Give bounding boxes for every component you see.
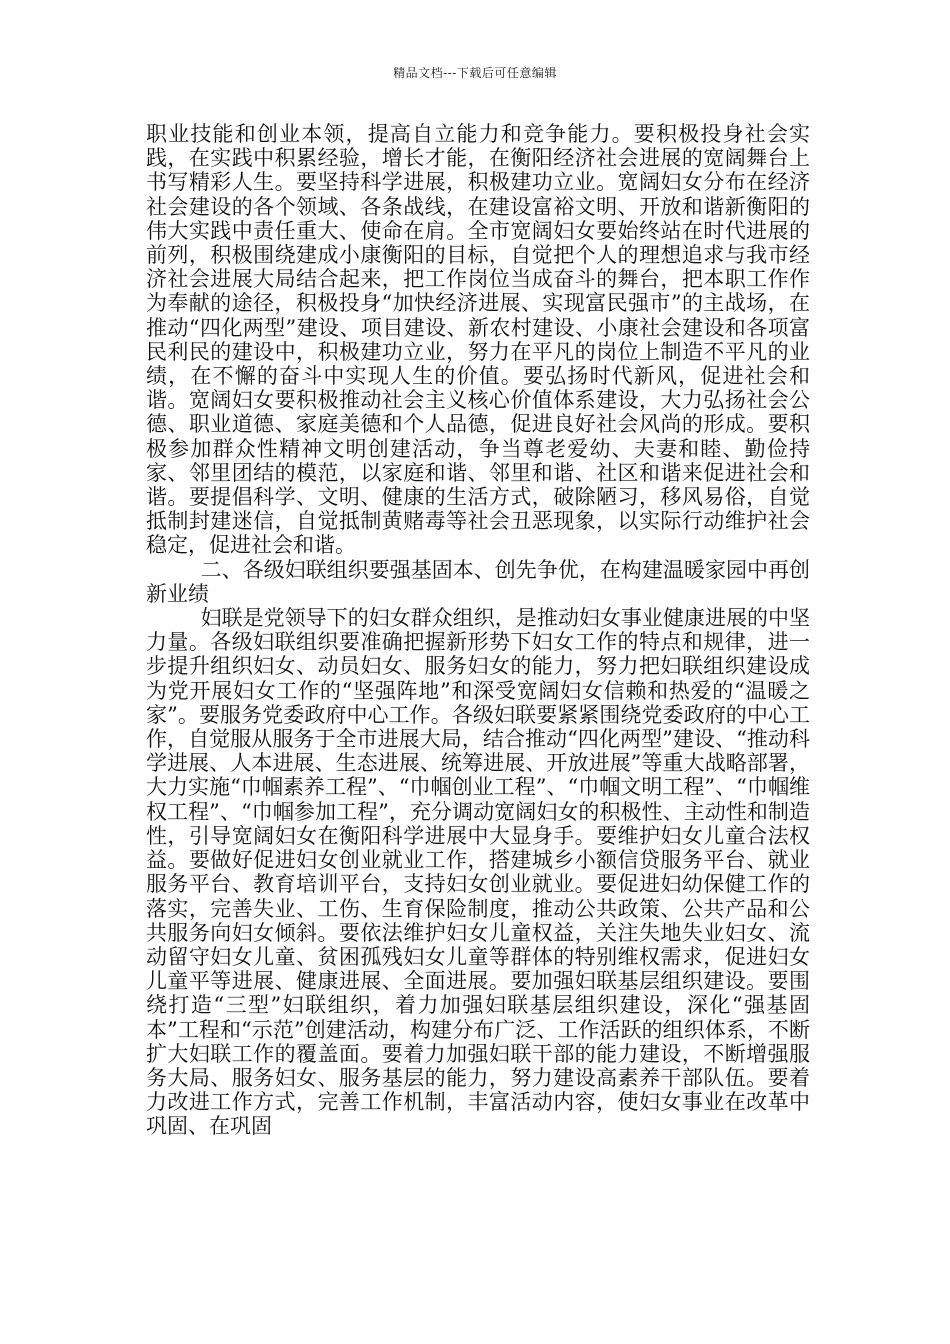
body-paragraph: 妇联是党领导下的妇女群众组织，是推动妇女事业健康进展的中坚力量。各级妇联组织要准确把握新形势下妇女工作的特点和规律，进一步提升组织妇女、动员妇女、服务妇女的能力，努力把妇联组织建设成为党开展妇女工作的“坚强阵地”和深受宽阔妇女信赖和热爱的“温暖之家”。要服务党委政府中心工作。各级妇联要紧紧围绕党委政府的中心工作，自觉服从服务于全市进展大局，结合推动“四化两型”建设、“推动科学进展、人本进展、生态进展、统筹进展、开放进展”等重大战略部署，大力实施“巾帼素养工程”、“巾帼创业工程”、“巾帼文明工程”、“巾帼维权工程”、“巾帼参加工程”，充分调动宽阔妇女的积极性、主动性和制造性，引导宽阔妇女在衡阳科学进展中大显身手。要维护妇女儿童合法权益。要做好促进妇女创业就业工作，搭建城乡小额信贷服务平台、就业服务平台、教育培训平台，支持妇女创业就业。要促进妇幼保健工作的落实，完善失业、工伤、生育保险制度，推动公共政策、公共产品和公共服务向妇女倾斜。要依法维护妇女儿童权益，关注失地失业妇女、流动留守妇女儿童、贫困孤残妇女儿童等群体的特别维权需求，促进妇女儿童平等进展、健康进展、全面进展。要加强妇联基层组织建设。要围绕打造“三型”妇联组织，着力加强妇联基层组织建设，深化“强基固本”工程和“示范”创建活动，构建分布广泛、工作活跃的组织体系，不断扩大妇联工作的覆盖面。要着力加强妇联干部的能力建设，不断增强服务大局、服务妇女、服务基层的能力，努力建设高素养干部队伍。要着力改进工作方式，完善工作机制，丰富活动内容，使妇女事业在改革中巩固、在巩固 <box>146 606 810 1139</box>
document-body <box>146 122 810 1139</box>
body-paragraph: 职业技能和创业本领，提高自立能力和竞争能力。要积极投身社会实践，在实践中积累经验，增长才能，在衡阳经济社会进展的宽阔舞台上书写精彩人生。要坚持科学进展，积极建功立业。宽阔妇女分布在经济社会建设的各个领域、各条战线，在建设富裕文明、开放和谐新衡阳的伟大实践中责任重大、使命在肩。全市宽阔妇女要始终站在时代进展的前列，积极围绕建成小康衡阳的目标，自觉把个人的理想追求与我市经济社会进展大局结合起来，把工作岗位当成奋斗的舞台，把本职工作作为奉献的途径，积极投身“加快经济进展、实现富民强市”的主战场，在推动“四化两型”建设、项目建设、新农村建设、小康社会建设和各项富民利民的建设中，积极建功立业，努力在平凡的岗位上制造不平凡的业绩，在不懈的奋斗中实现人生的价值。要弘扬时代新风，促进社会和谐。宽阔妇女要积极推动社会主义核心价值体系建设，大力弘扬社会公德、职业道德、家庭美德和个人品德，促进良好社会风尚的形成。要积极参加群众性精神文明创建活动，争当尊老爱幼、夫妻和睦、勤俭持家、邻里团结的模范，以家庭和谐、邻里和谐、社区和谐来促进社会和谐。要提倡科学、文明、健康的生活方式，破除陋习，移风易俗，自觉抵制封建迷信，自觉抵制黄赌毒等社会丑恶现象，以实际行动维护社会稳定，促进社会和谐。 <box>146 122 810 558</box>
page-header: 精品文档---下载后可任意编辑 <box>393 66 557 80</box>
section-heading: 二、各级妇联组织要强基固本、创先争优，在构建温暖家园中再创新业绩 <box>146 557 810 606</box>
